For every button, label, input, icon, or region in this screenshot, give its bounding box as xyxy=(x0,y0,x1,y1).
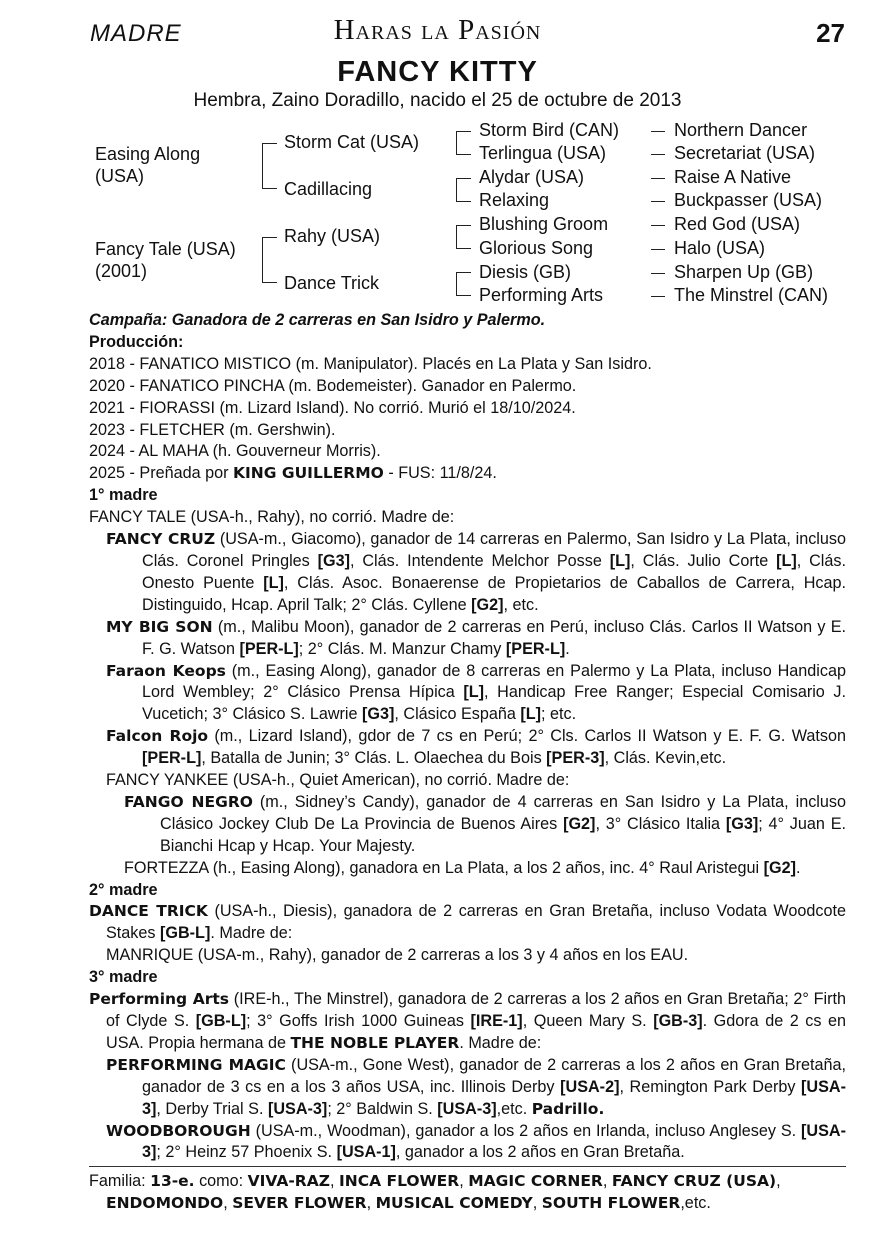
horse-name: FANCY KITTY xyxy=(337,56,538,88)
pedigree-gen3: Diesis (GB) xyxy=(479,262,572,282)
pedigree-gen4: Buckpasser (USA) xyxy=(674,190,823,210)
produce-entry: FANGO NEGRO (m., Sidney’s Candy), ganador de 4 carreras en San Isidro y La Plata, incluso Clásico Jockey Club De La Provincia de Buenos Aires [G2], 3° Clásico Italia [G3]; 4° Juan E. Bianchi Hcap y Hcap. Your Majesty. xyxy=(124,792,847,855)
produce-entry: FORTEZZA (h., Easing Along), ganadora en La Plata, a los 2 años, inc. 4° Raul Aristegui [G2]. xyxy=(124,858,801,877)
production-item: 2018 - FANATICO MISTICO (m. Manipulator). Placés en La Plata y San Isidro. xyxy=(89,354,652,373)
produce-entry: FANCY CRUZ (USA-m., Giacomo), ganador de 14 carreras en Palermo, San Isidro y La Plata, incluso Clás. Coronel Pringles [G3], Clás. Intendente Melchor Posse [L], Clás. Julio Corte [L], Clás. Onesto Puente [L], Clás. Asoc. Bonaerense de Propietarios de Caballos de Carrera, Hcap. Distinguido, Hcap. April Talk; 2° Clás. Cyllene [G2], etc. xyxy=(106,530,846,614)
horse-description: Hembra, Zaino Doradillo, nacido el 25 de octubre de 2013 xyxy=(193,90,682,111)
pedigree-gen2: Cadillacing xyxy=(284,179,373,199)
pedigree-gen3: Alydar (USA) xyxy=(479,167,585,187)
pedigree-gen3: Storm Bird (CAN) xyxy=(479,120,620,140)
second-dam-entry: DANCE TRICK (USA-h., Diesis), ganadora de 2 carreras en Gran Bretaña, incluso Vodata Woodcote Stakes [GB-L]. Madre de: xyxy=(89,902,846,943)
dash xyxy=(651,178,665,179)
dash xyxy=(651,225,665,226)
dash xyxy=(651,273,665,274)
bracket xyxy=(262,143,277,189)
covering-sire: KING GUILLERMO xyxy=(233,464,384,483)
production-heading: Producción: xyxy=(89,332,184,351)
second-dam-heading: 2° madre xyxy=(89,880,158,899)
pedigree-gen3: Performing Arts xyxy=(479,285,604,305)
production-item: 2024 - AL MAHA (h. Gouverneur Morris). xyxy=(89,442,381,461)
pedigree-dam-year: (2001) xyxy=(95,261,148,281)
bracket xyxy=(456,272,471,296)
pedigree-sire: Easing Along xyxy=(95,144,201,164)
production-item: 2023 - FLETCHER (m. Gershwin). xyxy=(89,420,336,439)
family-number: 13-e. xyxy=(150,1172,195,1190)
pedigree-sire-country: (USA) xyxy=(95,166,144,186)
produce-entry: MY BIG SON (m., Malibu Moon), ganador de 2 carreras en Perú, incluso Clás. Carlos II Watson y E. F. G. Watson [PER-L]; 2° Clás. M. Manzur Chamy [PER-L]. xyxy=(106,617,847,658)
pedigree-gen3: Relaxing xyxy=(479,190,550,210)
produce-entry: FANCY YANKEE (USA-h., Quiet American), no corrió. Madre de: xyxy=(106,771,570,790)
page-number: 27 xyxy=(816,18,845,48)
produce-entry: PERFORMING MAGIC (USA-m., Gone West), ganador de 2 carreras a los 2 años en Gran Bretaña, ganador de 3 cs en a los 3 años USA, inc. Illinois Derby [USA-2], Remington Park Derby [USA-3], Derby Trial S. [USA-3]; 2° Baldwin S. [USA-3],etc. Padrillo. xyxy=(106,1055,847,1118)
dash xyxy=(651,154,665,155)
pedigree-gen4: Red God (USA) xyxy=(674,214,801,234)
production-item: 2020 - FANATICO PINCHA (m. Bodemeister). Ganador en Palermo. xyxy=(89,376,577,395)
bracket xyxy=(456,131,471,155)
pedigree-gen2: Dance Trick xyxy=(284,273,380,293)
pedigree-gen2: Rahy (USA) xyxy=(284,226,381,246)
dash xyxy=(651,201,665,202)
production-item: 2021 - FIORASSI (m. Lizard Island). No corrió. Murió el 18/10/2024. xyxy=(89,398,576,417)
section-label: MADRE xyxy=(90,20,182,47)
produce-entry: MANRIQUE (USA-m., Rahy), ganador de 2 carreras a los 3 y 4 años en los EAU. xyxy=(106,946,689,965)
farm-name: Haras la Pasión xyxy=(333,14,542,46)
pedigree-gen4: Secretariat (USA) xyxy=(674,143,816,163)
first-dam-intro: FANCY TALE (USA-h., Rahy), no corrió. Madre de: xyxy=(89,508,455,527)
pedigree-gen2: Storm Cat (USA) xyxy=(284,132,420,152)
pedigree-gen4: Raise A Native xyxy=(674,167,792,187)
catalog-body xyxy=(89,310,846,1164)
pedigree-gen4: The Minstrel (CAN) xyxy=(674,285,829,305)
pedigree-gen3: Terlingua (USA) xyxy=(479,143,607,163)
production-item: 2025 - Preñada por KING GUILLERMO - FUS: 11/8/24. xyxy=(89,464,497,483)
produce-entry: Faraon Keops (m., Easing Along), ganador de 8 carreras en Palermo y La Plata, incluso Handicap Lord Wembley; 2° Clásico Prensa Hípica [L], Handicap Free Ranger; Especial Comisario J. Vucetich; 3° Clásico S. Lawrie [G3], Clásico España [L]; etc. xyxy=(106,661,846,724)
third-dam-heading: 3° madre xyxy=(89,968,158,987)
pedigree-gen3: Blushing Groom xyxy=(479,214,609,234)
dash xyxy=(651,296,665,297)
bracket xyxy=(456,225,471,249)
produce-entry: Falcon Rojo (m., Lizard Island), gdor de 7 cs en Perú; 2° Cls. Carlos II Watson y E. F. G. Watson [PER-L], Batalla de Junin; 3° Clás. L. Olaechea du Bois [PER-3], Clás. Kevin,etc. xyxy=(106,727,846,768)
campaign: Campaña: Ganadora de 2 carreras en San Isidro y Palermo. xyxy=(89,311,546,329)
familia-footer: Familia: 13-e. como: VIVA-RAZ, INCA FLOWER, MAGIC CORNER, FANCY CRUZ (USA), ENDOMONDO, SEVER FLOWER, MUSICAL COMEDY, SOUTH FLOWER,etc. xyxy=(89,1166,846,1214)
bracket xyxy=(456,178,471,202)
third-dam-entry: Performing Arts (IRE-h., The Minstrel), ganadora de 2 carreras a los 2 años en Gran Bretaña; 2° Firth of Clyde S. [GB-L]; 3° Goffs Irish 1000 Guineas [IRE-1], Queen Mary S. [GB-3]. Gdora de 2 cs en USA. Propia hermana de THE NOBLE PLAYER. Madre de: xyxy=(89,990,846,1052)
pedigree-gen4: Halo (USA) xyxy=(674,238,766,258)
pedigree-dam: Fancy Tale (USA) xyxy=(95,239,236,259)
dash xyxy=(651,249,665,250)
bracket xyxy=(262,237,277,283)
produce-entry: WOODBOROUGH (USA-m., Woodman), ganador a los 2 años en Irlanda, incluso Anglesey S. [USA-3]; 2° Heinz 57 Phoenix S. [USA-1], ganador a los 2 años en Gran Bretaña. xyxy=(106,1121,846,1162)
dash xyxy=(651,131,665,132)
first-dam-heading: 1° madre xyxy=(89,486,158,505)
pedigree-gen3: Glorious Song xyxy=(479,238,594,258)
pedigree-gen4: Sharpen Up (GB) xyxy=(674,262,814,282)
pedigree-gen4: Northern Dancer xyxy=(674,120,808,140)
